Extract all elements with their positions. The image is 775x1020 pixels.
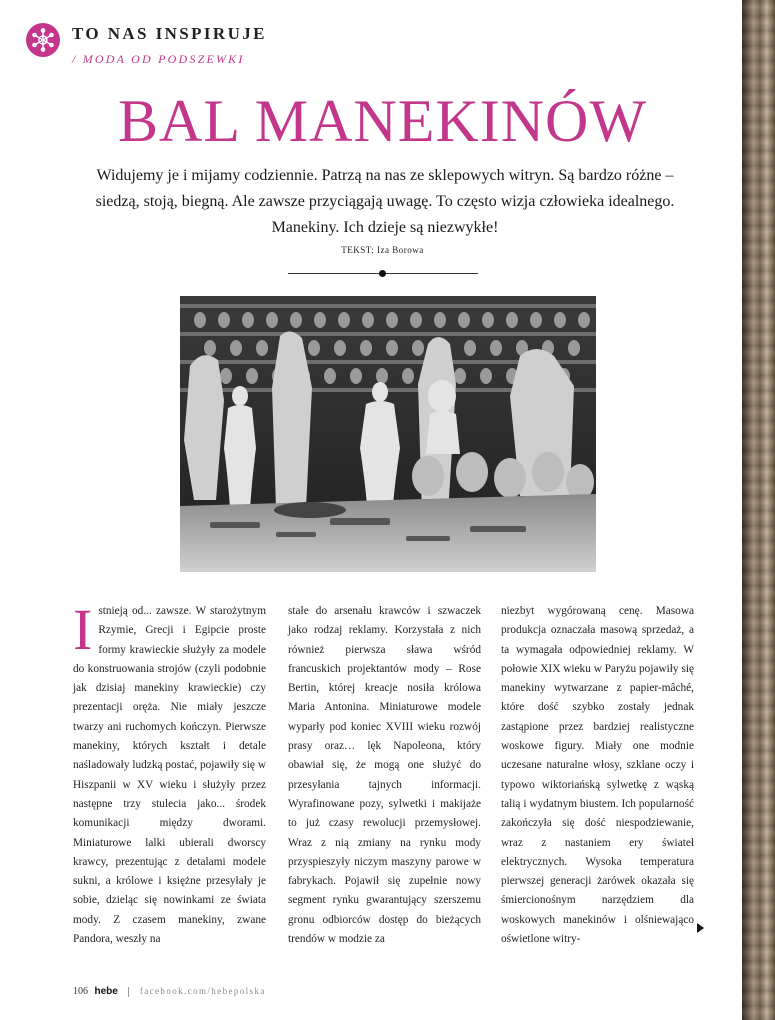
column-1-text: stnieją od... zawsze. W starożytnym Rzymie, Grecji i Egipcie proste formy krawieckie służyły za modele do konstruowania strojów (czyli podobnie jak dzisiaj manekiny krawieckie) czy prezentacji oręża. Nie miały jeszcze twarzy ani ruchomych kończyn. Pierwsze manekiny, których kształt i detale naśladowały ludzką postać, pojawiły się w Hiszpanii w XV wieku i służyły przez następne trzy stulecia jako... środek komunikacji między dworami. Miniaturowe lalki ubierali dworscy krawcy, prezentując z detalami modele sukni, a królowe i księżne przesyłały je sobie, dzieląc się nowinkami ze świata mody. Z czasem manekiny, zwane Pandora, weszły na (73, 605, 266, 946)
divider-dot (379, 270, 386, 277)
article-column-3: niezbyt wygórowaną cenę. Masowa produkcja oznaczała masową sprzedaż, a ta wymagała odpowiedniej reklamy. W połowie XIX wieku w Paryżu pojawiły się manekiny wytwarzane z papier-mâché, które dość szybko zostały jednak zastąpione przez bardziej realistyczne woskowe figury. Miały one modnie uczesane naturalne włosy, szklane oczy i typowo wiktoriańską sylwetkę z wąską talią i wydatnym biustem. Ich popularność zakończyła się dość niespodziewanie, wraz z nastaniem ery świateł elektrycznych. Wysoka temperatura pierwszej generacji żarówek okazała się śmiercionośnym narzędziem dla woskowych manekinów i olśniewająco oświetlone witry- (501, 605, 694, 946)
mannequin-workshop-photo (180, 296, 596, 572)
article-column-1 (73, 597, 266, 949)
section-subtitle: / MODA OD PODSZEWKI (72, 52, 245, 66)
continue-arrow-icon (697, 923, 704, 933)
article-headline: BAL MANEKINÓW (117, 88, 648, 154)
snowflake-flower-icon (25, 22, 61, 58)
article-byline: TEKST: Iza Borowa (341, 245, 424, 255)
article-column-2: stałe do arsenału krawców i szwaczek jako rodzaj reklamy. Korzystała z nich również pierwsza sława wśród francuskich projektantów mody – Rose Bertin, której kreacje nosiła królowa Maria Antonina. Miniaturowe modele wyparły pod koniec XVIII wieku rozwój prasy oraz… lęk Napoleona, który obawiał się, że mogą one służyć do przesyłania tajnych informacji. Wyrafinowane pozy, sylwetki i makijaże to już czasy rewolucji przemysłowej. Wraz z nią zmiany na rynku mody przyspieszyły niczym maszyny parowe w fabrykach. Pojawił się zupełnie nowy segment rynku gwarantujący szerszemu gronu odbiorców dostęp do bieżących trendów w modzie za (288, 605, 481, 946)
ornamental-divider (288, 268, 478, 280)
footer-separator (128, 987, 129, 997)
brand-logo: hebe (94, 986, 118, 997)
drop-cap: I (73, 597, 93, 662)
facebook-link[interactable]: facebook.com/hebepolska (139, 986, 266, 996)
article-lead: Widujemy je i mijamy codziennie. Patrzą na nas ze sklepowych witryn. Są bardzo różne – siedzą, stoją, biegną. Ale zawsze przyciągają uwagę. To często wizja człowieka idealnego. Manekiny. Ich dzieje są niezwykłe! (95, 167, 675, 236)
page-footer (73, 986, 266, 997)
section-title: TO NAS INSPIRUJE (72, 24, 267, 43)
page-number: 106 (73, 986, 88, 997)
